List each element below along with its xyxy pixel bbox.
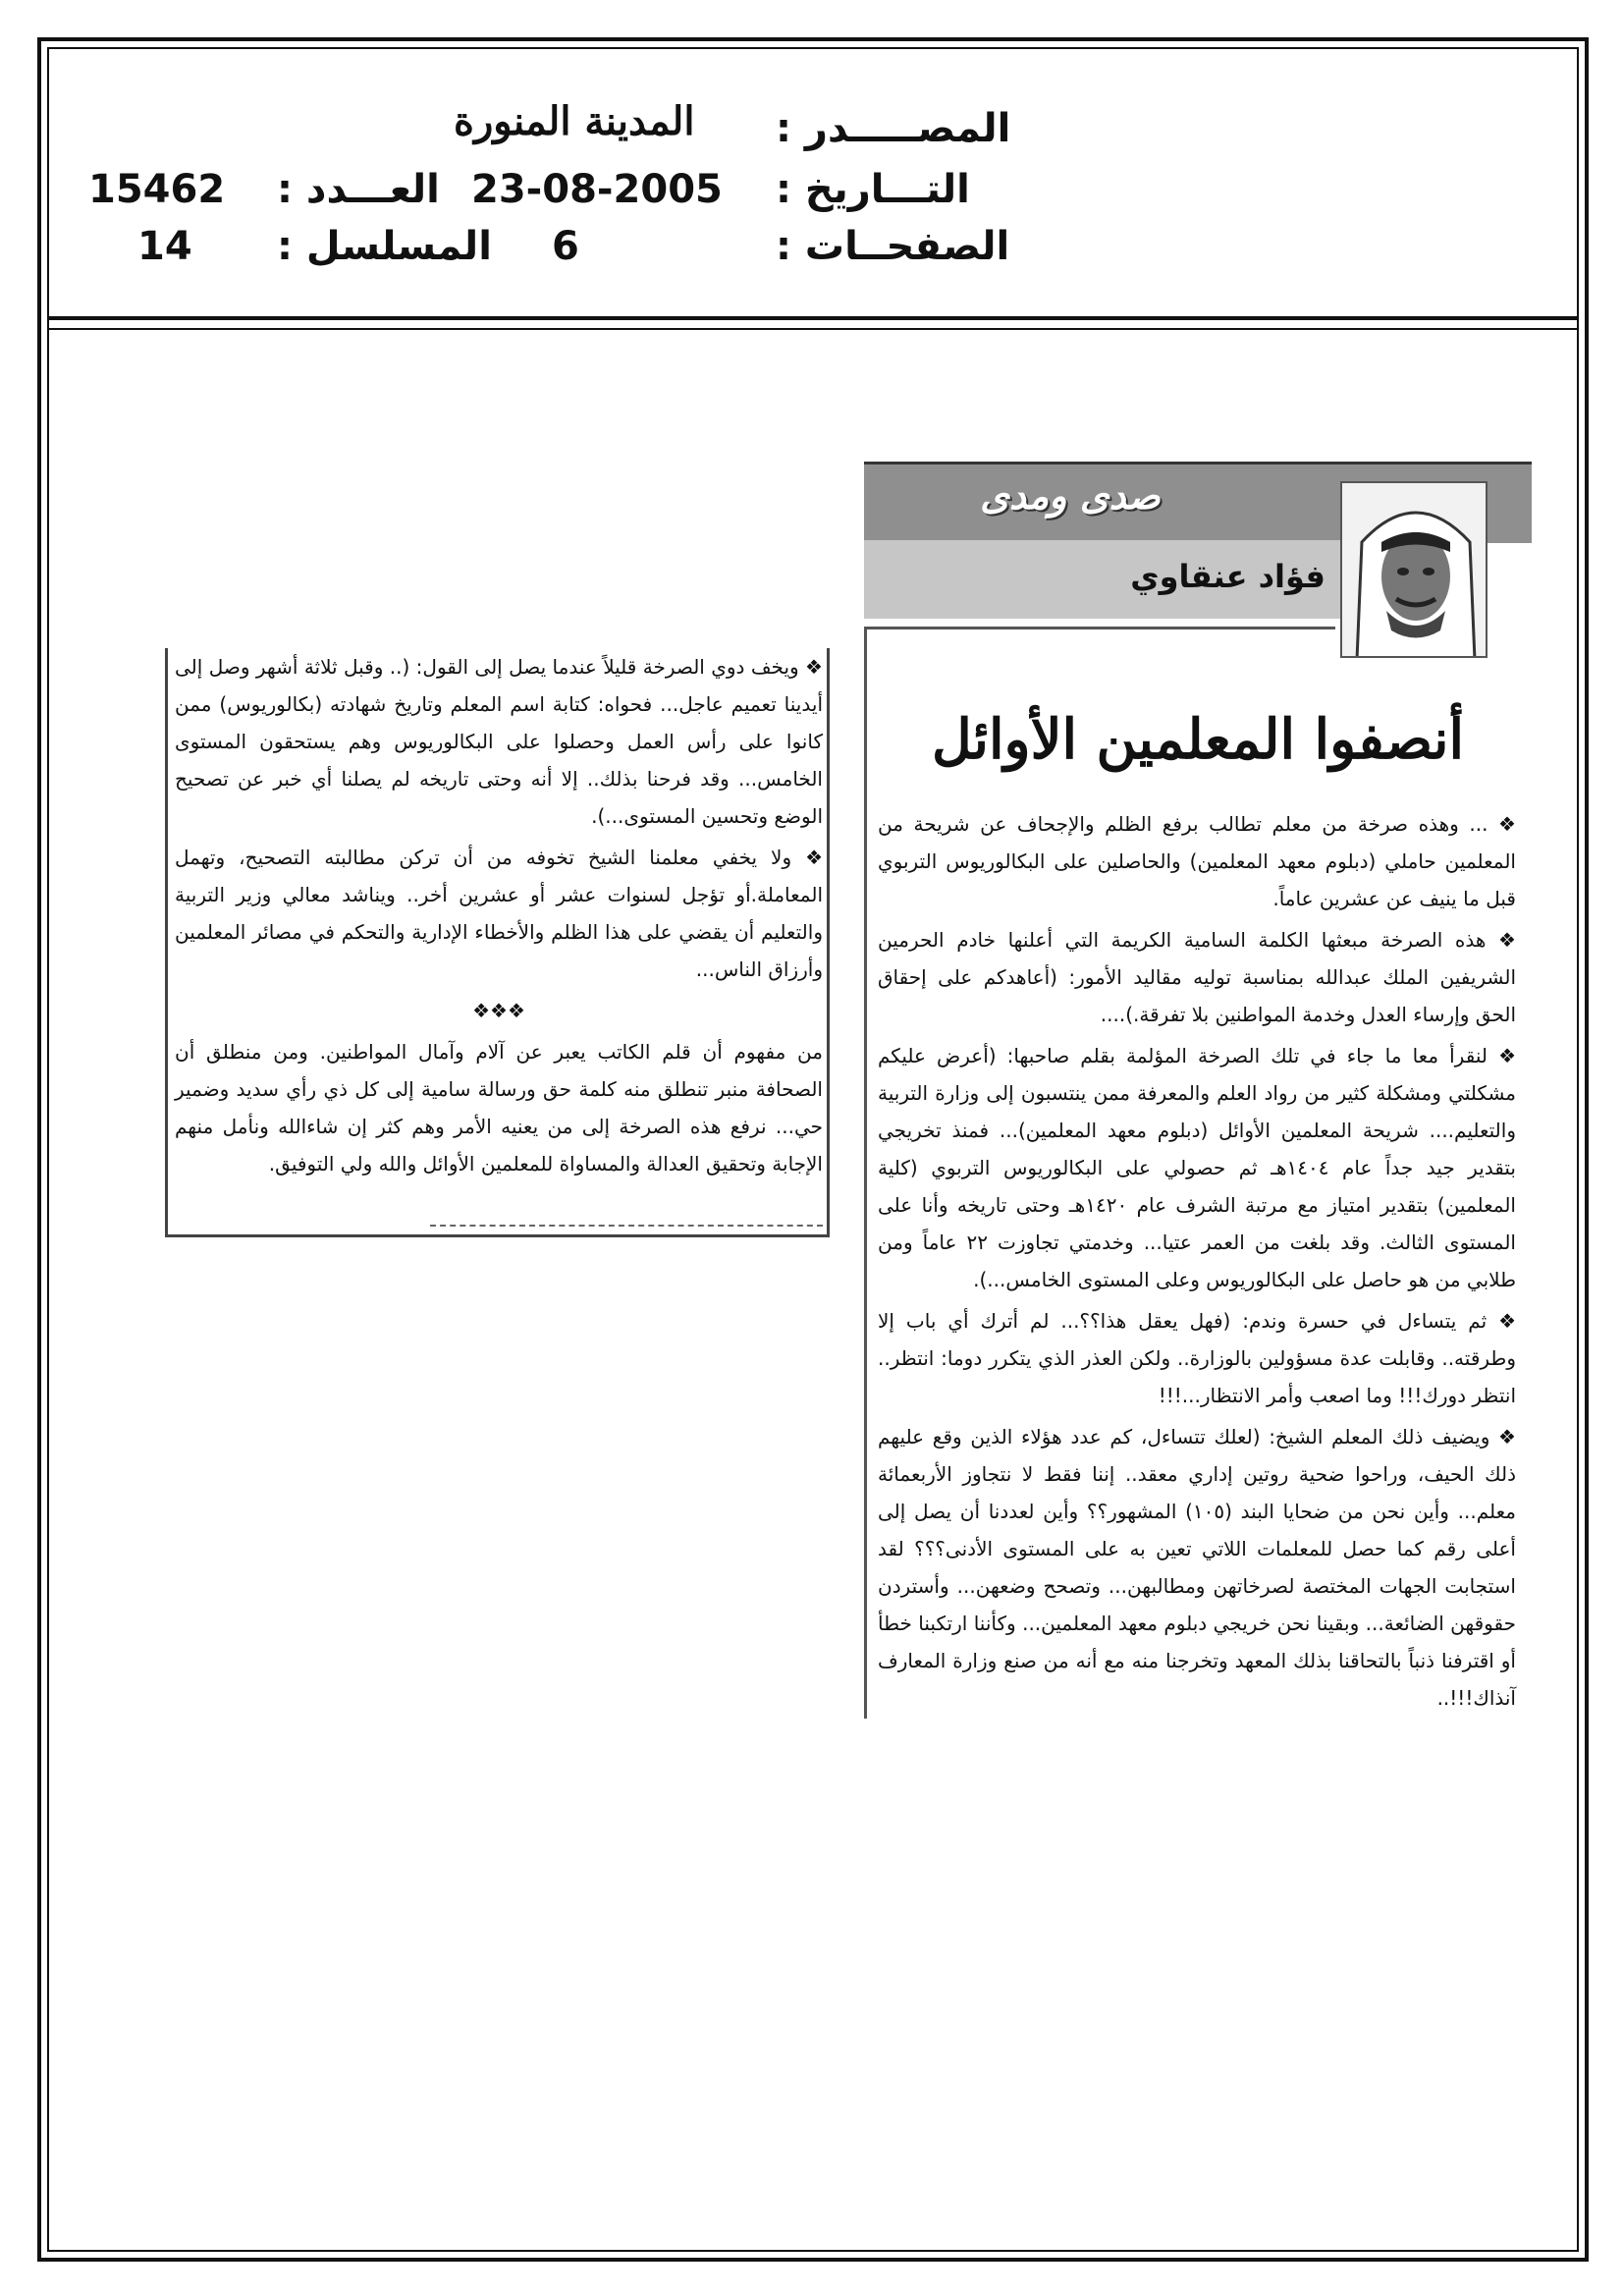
serial-label: المسلسل : [277,224,492,269]
pages-label: الصفحــات : [776,224,1010,269]
author-name: فؤاد عنقاوي [1130,558,1325,595]
date-label: التـــاريخ : [776,167,970,212]
issue-label: العـــدد : [277,167,440,212]
paragraph: ❖ ولا يخفي معلمنا الشيخ تخوفه من أن تركن مطالبته التصحيح، وتهمل المعاملة.أو تؤجل لسنوات عشر أو عشرين أخر.. ويناشد معالي وزير التربية والتعليم أن يقضي على هذا الظلم والأخطاء الإدارية والتحكم في مصائر المعلمين وأرزاق الناس... [175,846,823,981]
pages-value: 6 [552,224,579,269]
paragraph: ❖ لنقرأ معا ما جاء في تلك الصرخة المؤلمة بقلم صاحبها: (أعرض عليكم مشكلتي ومشكلة كثير من رواد العلم والمعرفة ممن ينتسبون إلى وزارة التربية والتعليم.... شريحة المعلمين الأوائل (دبلوم معهد المعلمين)... فمنذ تخريجي بتقدير جيد جداً عام ١٤٠٤هـ ثم حصولي على البكالوريوس التربوي (كلية المعلمين) بتقدير امتياز مع مرتبة الشرف عام ١٤٢٠هـ وحتى تاريخه وأنا على المستوى الثالث. وقد بلغت من العمر عتيا... وخدمتي تجاوزت ٢٢ عاماً ومن طلابي من هو حاصل على البكالوريوس وعلى المستوى الخامس...). [878,1044,1516,1291]
column-title: صدى ومدى [980,474,1161,518]
header-divider [47,316,1579,320]
column-rule-top [864,627,1335,629]
article-body-right [878,805,1516,1721]
clipping-rule-right [827,648,830,1237]
paragraph: ❖ ثم يتساءل في حسرة وندم: (فهل يعقل هذا؟؟... لم أترك أي باب إلا وطرقته.. وقابلت عدة مسؤولين بالوزارة.. ولكن العذر الذي يتكرر دوما: انتظر.. انتظر دورك!!! وما اصعب وأمر الانتظار...!!! [878,1309,1516,1407]
article-body-left [175,648,823,1186]
paragraph: ❖ ويخف دوي الصرخة قليلاً عندما يصل إلى القول: (.. وقبل ثلاثة أشهر وصل إلى أيدينا تعميم عاجل... فحواه: كتابة اسم المعلم وتاريخ شهادته (بكالوريوس) ممن كانوا على رأس العمل وحصلوا على البكالوريوس وهم يستحقون المستوى الخامس... وقد فرحنا بذلك.. إلا أنه وحتى تاريخه لم يصلنا أي خبر عن تصحيح الوضع وتحسين المستوى...). [175,655,823,828]
author-photo [1340,481,1488,658]
article-clipping-continued [165,648,833,1257]
issue-value: 15462 [88,167,226,212]
paragraph: ❖ هذه الصرخة مبعثها الكلمة السامية الكريمة التي أعلنها خادم الحرمين الشريفين الملك عبدالله بمناسبة توليه مقاليد الأمور: (أعاهدكم على إحقاق الحق وإرساء العدل وخدمة المواطنين بلا تفرقة.).... [878,928,1516,1026]
header-divider-thin [47,328,1579,330]
clipping-rule-left [165,648,168,1237]
serial-value: 14 [137,224,192,269]
article-clipping-main [864,462,1532,1738]
clipping-rule-bottom [165,1234,830,1237]
article-headline: أنصفوا المعلمين الأوائل [931,707,1465,772]
date-value: 23-08-2005 [471,167,723,212]
column-rule-left [864,629,867,1719]
section-separator: ❖❖❖ [472,999,525,1022]
paragraph: ❖ ... وهذه صرخة من معلم تطالب برفع الظلم والإجحاف عن شريحة من المعلمين حاملي (دبلوم معهد المعلمين) والحاصلين على البكالوريوس التربوي قبل ما ينيف عن عشرين عاماً. [878,812,1516,910]
source-value: المدينة المنورة [454,98,695,144]
paragraph: ❖ ويضيف ذلك المعلم الشيخ: (لعلك تتساءل، كم عدد هؤلاء الذين وقع عليهم ذلك الحيف، وراحوا ضحية روتين إداري معقد.. إننا فقط لا نتجاوز الأربعمائة معلم... وأين نحن من ضحايا البند (١٠٥) المشهور؟؟ وأين لعددنا أن يصل إلى أعلى رقم كما حصل للمعلمات اللاتي تعين به على المستوى الأدنى؟؟؟ لقد استجابت الجهات المختصة لصرخاتهن ومطالبهن... وتصحح وضعهن... وأستردن حقوقهن الضائعة... وبقينا نحن خريجي دبلوم معهد المعلمين... وكأننا ارتكبنا خطأ أو اقترفنا ذنباً بالتحاقنا بذلك المعهد وتخرجنا منه مع أنه من صنع وزارة المعارف آنذاك!!!.. [878,1425,1517,1710]
paragraph: من مفهوم أن قلم الكاتب يعبر عن آلام وآمال المواطنين. ومن منطلق أن الصحافة منبر تنطلق منه كلمة حق ورسالة سامية إلى كل ذي رأي سديد وضمير حي... نرفع هذه الصرخة إلى من يعنيه الأمر وهم كثر إن شاءالله ونأمل منهم الإجابة وتحقيق العدالة والمساواة للمعلمين الأوائل والله ولي التوفيق. [175,1040,823,1175]
clipping-rule-dashed [430,1225,823,1227]
source-label: المصـــــدر : [776,106,1011,151]
author-row [864,540,1345,619]
